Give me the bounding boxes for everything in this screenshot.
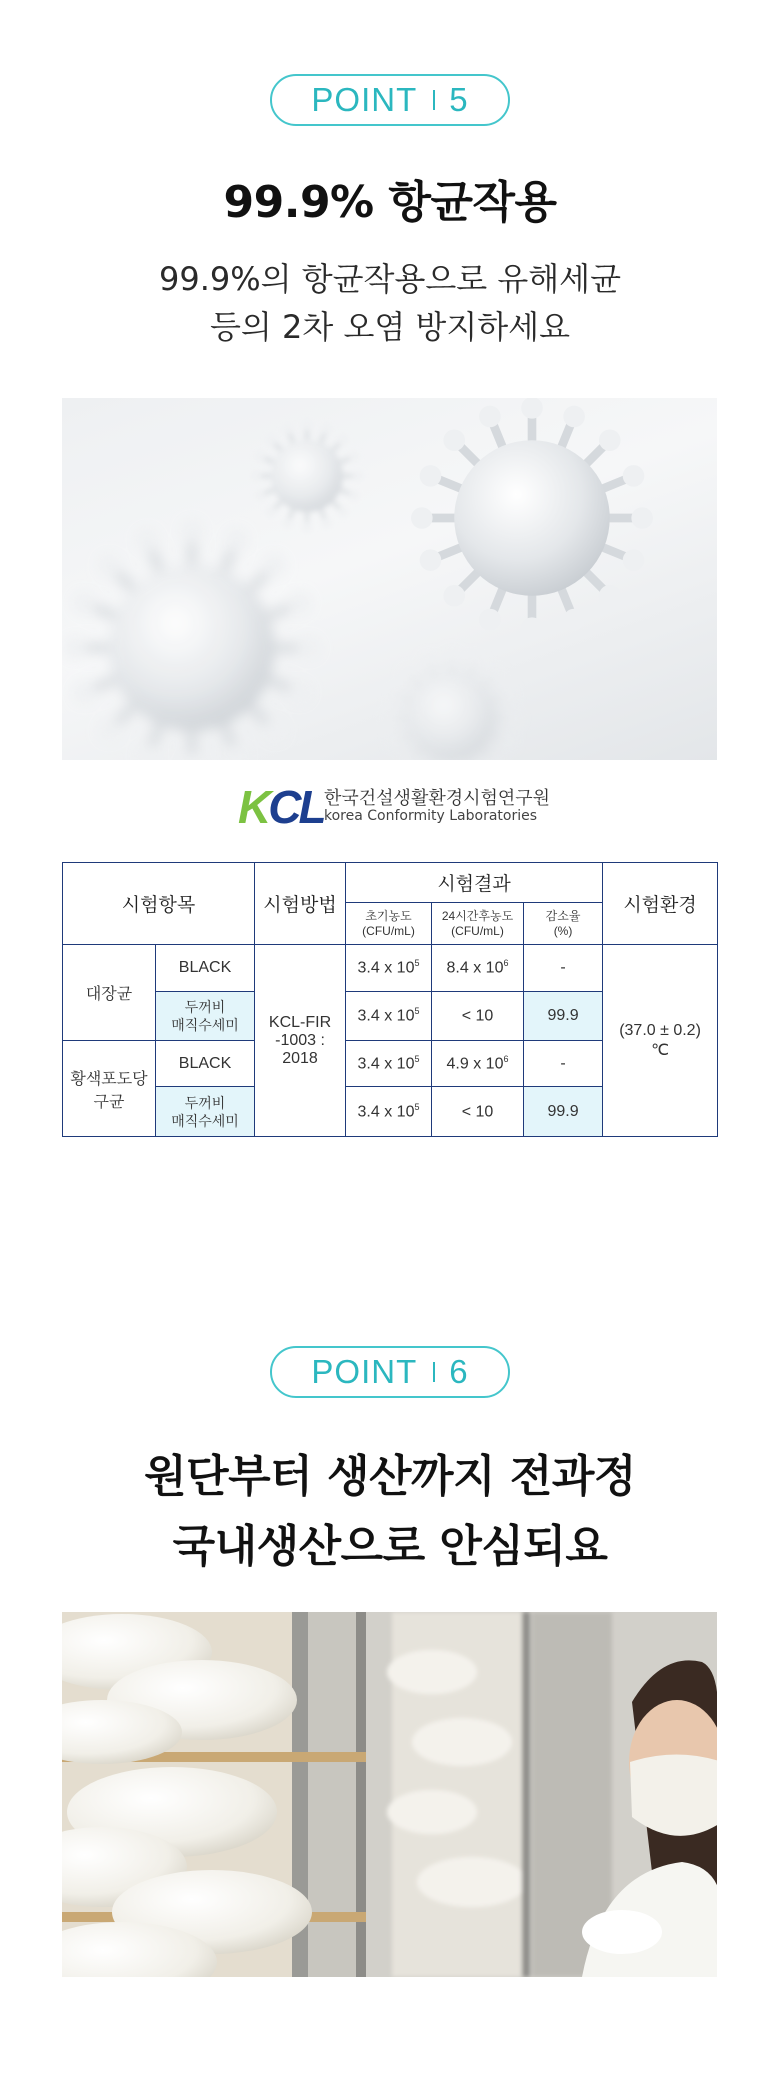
point-5-title: 99.9% 항균작용 (223, 177, 557, 228)
header-24h-concentration: 24시간후농도 (CFU/mL) (432, 903, 524, 945)
badge-divider (433, 90, 435, 110)
virus-illustration-image (62, 398, 717, 760)
badge-divider (433, 1362, 435, 1382)
point-label: POINT (311, 81, 418, 118)
after-24h-value: < 10 (432, 992, 524, 1041)
after-24h-value: 8.4 x $10^6$ (432, 945, 524, 992)
point-label: POINT (311, 1353, 418, 1390)
point-5-subtitle-line2: 등의 2차 오염 방지하세요 (210, 308, 570, 346)
initial-value: 3.4 x $10^5$ (346, 945, 432, 992)
reduction-value: 99.9 (524, 992, 603, 1041)
header-test-environment: 시험환경 (603, 863, 718, 945)
bacteria-name: 대장균 (63, 945, 156, 1041)
test-results-table (62, 862, 718, 1137)
method-cell: KCL-FIR -1003 : 2018 (255, 945, 346, 1137)
point-5-badge (270, 74, 510, 126)
kcl-logo-mark: KCL (238, 781, 324, 833)
sample-name: 두꺼비 매직수세미 (156, 1087, 255, 1137)
header-test-method: 시험방법 (255, 863, 346, 945)
bacteria-name: 황색포도당 구균 (63, 1041, 156, 1137)
environment-cell: (37.0 ± 0.2) ℃ (603, 945, 718, 1137)
initial-value: 3.4 x $10^5$ (346, 1041, 432, 1087)
sample-name: 두꺼비 매직수세미 (156, 992, 255, 1041)
after-24h-value: < 10 (432, 1087, 524, 1137)
sample-name: BLACK (156, 1041, 255, 1087)
after-24h-value: 4.9 x $10^6$ (432, 1041, 524, 1087)
table-row (63, 945, 718, 992)
reduction-value: - (524, 945, 603, 992)
reduction-value: 99.9 (524, 1087, 603, 1137)
factory-worker-photo (62, 1612, 717, 1977)
initial-value: 3.4 x $10^5$ (346, 1087, 432, 1137)
sample-name: BLACK (156, 945, 255, 992)
point-6-badge (270, 1346, 510, 1398)
point-6-title-line2: 국내생산으로 안심되요 (172, 1521, 608, 1572)
header-test-item: 시험항목 (63, 863, 255, 945)
initial-value: 3.4 x $10^5$ (346, 992, 432, 1041)
point-number: 5 (449, 81, 469, 118)
point-number: 6 (449, 1353, 469, 1390)
kcl-name-english: korea Conformity Laboratories (324, 808, 538, 824)
point-5-subtitle-line1: 99.9%의 항균작용으로 유해세균 (158, 260, 622, 298)
header-reduction-rate: 감소율 (%) (524, 903, 603, 945)
header-test-result: 시험결과 (346, 863, 603, 903)
reduction-value: - (524, 1041, 603, 1087)
header-initial-concentration: 초기농도 (CFU/mL) (346, 903, 432, 945)
kcl-name-korean: 한국건설생활환경시험연구원 (324, 788, 551, 809)
point-6-title-line1: 원단부터 생산까지 전과정 (144, 1451, 636, 1502)
